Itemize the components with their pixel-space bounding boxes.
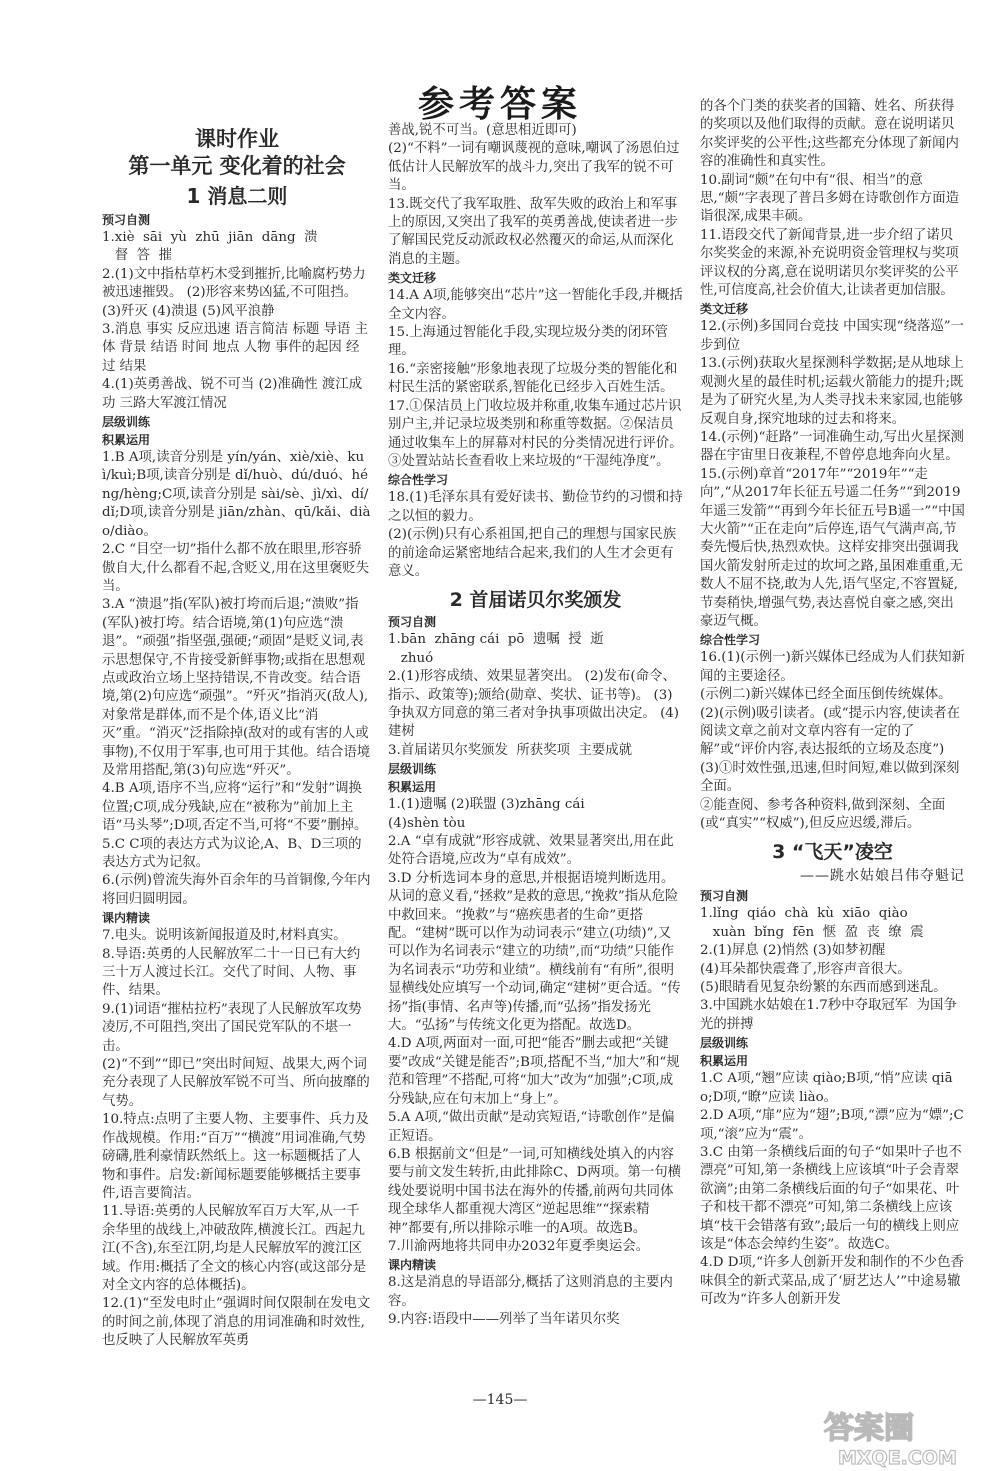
- answer-item: 1.xiè sāi yù zhū jiān dāng 溃 督 答 摧: [102, 230, 318, 264]
- answer-item: 3.D 分析选词本身的意思,并根据语境判断选用。从词的意义看,“拯救”是救的意思,“挽救”指从危险中救回来。“挽救”与“癌疾患者的生命”更搭配。“建树”既可以作为动词表示“建立(功绩)”,又可以作为名词表示“建立的功绩”,而“功绩”只能作为名词表示“功劳和业绩”。横线前有“有所”,很明显横线处应填写一个动词,确定“建树”更合适。“传扬”指(事情、名声等)传播,而“弘扬”指发扬光大。“弘扬”与传统文化更为搭配。故选D。: [388, 870, 681, 1034]
- answer-item: 4.(1)英勇善战、锐不可当 (2)准确性 渡江成功 三路大军渡江情况: [102, 377, 363, 411]
- answer-item: 2.C “目空一切”指什么都不放在眼里,形容骄傲自大,什么都看不起,含贬义,用在这里褒贬失当。: [102, 542, 370, 594]
- answer-item: 10.特点:点明了主要人物、主要事件、兵力及作战规模。作用:“百万”“横渡”用词准确,气势磅礴,胜利豪情跃然纸上。这一标题概括了人物和事件。启发:新闻标题要能够概括主要事件,语言要简洁。: [102, 1112, 369, 1201]
- answer-item: 2.D A项,“扉”应为“翅”;B项,“漂”应为“嫖”;C项,“滚”应为“震”。: [700, 1108, 964, 1142]
- subsection-label: 综合性学习: [700, 633, 761, 648]
- answer-item: 2.(1)形容成绩、效果显著突出。 (2)发布(命令、指示、政策等);颁给(勋章、奖状、证书等)。 (3)争执双方同意的第三者对争执事项做出决定。 (4)建树: [388, 669, 680, 740]
- answer-item: 16.“亲密接触”形象地表现了垃圾分类的智能化和村民生活的紧密联系,智能化已经步入百姓生活。: [388, 361, 678, 396]
- answer-item: 2.A “卓有成就”形容成就、效果显著突出,用在此处符合语境,应改为“卓有成效”。: [388, 834, 674, 868]
- answer-item: 1.bān zhāng cái pō 遗嘱 授 逝 zhuó: [388, 632, 604, 666]
- answer-item: 16.(1)(示例一)新兴媒体已经成为人们获知新闻的主要途径。 (示例二)新兴媒体已经全面压倒传统媒体。 (2)(示例)吸引读者。(或“提示内容,使读者在阅读文章之前对文章内容有一定的了解”或“评价内容,表达报纸的立场及态度”) (3)①时效性强,迅速,但时间短,难以做到深刻全面。 ②能查阅、参考各种资料,做到深刻、全面(或“真实”“权威”),但反应迟缓,滞后。: [700, 650, 965, 832]
- answer-item: 1.(1)遗嘱 (2)联盟 (3)zhāng cái (4)shèn tòu: [388, 797, 585, 831]
- answer-item: 5.C C项的表达方式为议论,A、B、D三项的表达方式为记叙。: [102, 836, 362, 870]
- lesson-heading: 3 “飞天”凌空: [772, 841, 893, 864]
- answer-item: 3.首届诺贝尔奖颁发 所获奖项 主要成就: [388, 742, 633, 758]
- answer-item: 6.(示例)曾流失海外百余年的马首铜像,今年内将回归圆明园。: [102, 873, 371, 907]
- answer-item: 13.既交代了我军取胜、敌军失败的政治上和军事上的原因,又突出了我军的英勇善战,使读者进一步了解国民党反动派政权必然覆灭的命运,从而深化消息的主题。: [388, 196, 678, 267]
- subsection-label: 层级训练: [388, 762, 437, 777]
- watermark-text: 答案圈: [824, 1411, 914, 1446]
- answer-item: 4.B A项,语序不当,应将“运行”和“发射”调换位置;C项,成分残缺,应在“被称为”前加上主语“马头琴”;D项,否定不当,可将“不要”删掉。: [102, 781, 368, 834]
- answer-column-1: [102, 125, 372, 1351]
- answer-item: 8.这是消息的导语部分,概括了这则消息的主要内容。: [388, 1275, 673, 1309]
- answer-item: 11.语段交代了新闻背景,进一步介绍了诺贝尔奖奖金的来源,补充说明资金管理权与奖项评议权的分离,意在说明诺贝尔奖评奖的公平性,可信度高,社会价值大,让读者更加信服。: [700, 227, 959, 299]
- lesson-heading: 2 首届诺贝尔奖颁发: [449, 589, 622, 612]
- answer-item: 2.(1)屏息 (2)悄然 (3)如梦初醒 (4)耳朵都快震聋了,形容声音很大。 (5)眼睛看见复杂纷繁的东西而感到迷乱。: [700, 943, 947, 996]
- unit-heading: 第一单元 变化着的社会: [128, 154, 346, 178]
- subsection-label: 类文迁移: [700, 302, 749, 317]
- answer-column-2: [388, 122, 683, 1330]
- answer-item: 5.A A项,“做出贡献”是动宾短语,“诗歌创作”是偏正短语。: [388, 1110, 675, 1144]
- subsection-label: 预习自测: [388, 615, 437, 630]
- page-number: —145—: [472, 1392, 528, 1408]
- answer-item: 14.A A项,能够突出“芯片”这一智能化手段,并概括全文内容。: [388, 288, 683, 322]
- watermark-url: MXQE.COM: [838, 1447, 957, 1469]
- answer-item: 7.电头。说明该新闻报道及时,材料真实。: [102, 928, 347, 944]
- subsection-label: 层级训练: [700, 1036, 749, 1051]
- lesson-heading: 1 消息二则: [186, 184, 288, 208]
- answer-item: 15.(示例)章首“2017年”“2019年”“走向”,“从2017年长征五号遥二任务”“到2019年遥三发箭”“再到今年长征五号B遥一”“中国大火箭”“正在走向”后停连,语气气满声高,节奏先慢后快,热烈欢快。这样安排突出强调我国火箭发射所走过的坎坷之路,虽困难重重,无数人不屈不挠,敢为人先,语气坚定,不容置疑,节奏稍快,增强气势,表达喜悦自豪之感,突出豪迈气概。: [700, 466, 965, 629]
- answer-item: 14.(示例)“赶路”一词准确生动,写出火星探测器在宇宙里日夜兼程,不曾停息地奔向火星。: [700, 429, 964, 464]
- answer-item: 12.(示例)多国同台竞技 中国实现“绕落巡”一步到位: [700, 319, 964, 353]
- answer-item: 11.导语:英勇的人民解放军百万大军,从一千余华里的战线上,冲破敌阵,横渡长江。西起九江(不含),东至江阴,均是人民解放军的渡江区域。作用:概括了全文的核心内容(或这部分是对全文内容的总体概括)。: [102, 1204, 367, 1293]
- subsection-label: 课内精读: [102, 911, 151, 926]
- answer-item: 8.导语:英勇的人民解放军二十一日已有大约三十万人渡过长江。交代了时间、人物、事件、结果。: [102, 946, 361, 999]
- watermark-logo: [820, 1404, 980, 1470]
- answer-column-3: [700, 98, 965, 1310]
- answer-item: 18.(1)毛泽东具有爱好读书、勤俭节约的习惯和持之以恒的毅力。 (2)(示例)只有心系祖国,把自己的理想与国家民族的前途命运紧密地结合起来,我们的人生才会更有意义。: [388, 490, 683, 579]
- answer-item: 1.lǐng qiáo chà kù xiāo qiào xuàn bǐng fēn 惬 盈 丧 缭 震: [700, 906, 924, 940]
- answer-item: 1.C A项,“翘”应读 qiào;B项,“悄”应读 qiāo;D项,“瞭”应读 liào。: [700, 1071, 953, 1105]
- page-title: 参考答案: [417, 84, 582, 125]
- answer-item: 的各个门类的获奖者的国籍、姓名、所获得的奖项以及他们取得的贡献。意在说明诺贝尔奖评奖的公平性;这些都充分体现了新闻内容的准确性和真实性。: [700, 99, 959, 170]
- answer-item: 9.内容:语段中——列举了当年诺贝尔奖: [388, 1312, 620, 1328]
- answer-item: 15.上海通过智能化手段,实现垃圾分类的闭环管理。: [388, 325, 668, 359]
- answer-item: 1.B A项,读音分别是 yín/yán、xiè/xiè、kuì/kuì;B项,读音分别是 dǐ/huò、dú/duó、héng/hèng;C项,读音分别是 sài/sè、jì/xì、dí/dǐ;D项,读音分别是 jiān/zhàn、qū/kǎi、diào/diào。: [102, 450, 371, 539]
- answer-item: 17.①保洁员上门收垃圾并称重,收集车通过芯片识别户主,并记录垃圾类别和称重等数据。②保洁员通过收集车上的屏幕对村民的分类情况进行评价。③处置站站长查看收上来垃圾的“干湿纯净度”。: [388, 398, 683, 469]
- subsection-label: 综合性学习: [388, 473, 449, 488]
- answer-item: 12.(1)“至发电时止”强调时间仅限制在发电文的时间之前,体现了消息的用词准确和时效性,也反映了人民解放军英勇: [102, 1296, 371, 1349]
- subsection-label: 积累运用: [388, 780, 437, 795]
- subsection-label: 课内精读: [388, 1258, 437, 1273]
- answer-item: 10.副词“颇”在句中有“很、相当”的意思,“颇”字表现了普吕多姆在诗歌创作方面造诣很深,成果丰硕。: [700, 172, 959, 225]
- answer-item: 3.中国跳水姑娘在1.7秒中夺取冠军 为国争光的拼搏: [700, 998, 957, 1032]
- answer-item: 3.A “溃退”指(军队)被打垮而后退;“溃败”指(军队)被打垮。结合语境,第(1)句应选“溃退”。“顽强”指坚强,强硬;“顽固”是贬义词,表示思想保守,不肯接受新鲜事物;或指在思想观点或政治立场上坚持错误,不肯改变。结合语境,第(2)句应选“顽强”。“歼灭”指消灭(敌人),对象常是群体,而不是个体,语义比“消灭”重。“消灭”泛指除掉(敌对的或有害的人或事物),不仅用于军事,也可用于其他。结合语境及常用搭配,第(3)句应选“歼灭”。: [102, 597, 371, 778]
- answer-item: 9.(1)词语“摧枯拉朽”表现了人民解放军攻势凌厉,不可阻挡,突出了国民党军队的不堪一击。 (2)“不到”“即已”突出时间短、战果大,两个词充分表现了人民解放军锐不可当、所向披靡的气势。: [102, 1001, 370, 1109]
- answer-item: 13.(示例)获取火星探测科学数据;是从地球上观测火星的最佳时机;运载火箭能力的提升;既是为了研究火星,为人类寻找未来家园,也能够反观自身,探究地球的过去和将来。: [700, 356, 964, 427]
- answer-item: 3.消息 事实 反应迅速 语言简洁 标题 导语 主体 背景 结语 时间 地点 人物 事件的起因 经过 结果: [102, 322, 368, 374]
- subsection-label: 类文迁移: [388, 271, 437, 286]
- subsection-label: 积累运用: [102, 433, 151, 448]
- answer-item: 2.(1)文中指枯草朽木受到摧折,比喻腐朽势力被迅速摧毁。 (2)形容来势凶猛,不可阻挡。 (3)歼灭 (4)溃退 (5)风平浪静: [102, 266, 366, 319]
- section-heading: 课时作业: [195, 127, 279, 151]
- subsection-label: 预习自测: [102, 213, 151, 227]
- answer-item: 4.D D项,“许多人创新开发和制作的不少色香味俱全的新式菜品,成了‘厨艺达人’”中途易辙可改为“许多人创新开发: [700, 1255, 964, 1308]
- subsection-label: 层级训练: [102, 415, 151, 430]
- answer-item: 7.川渝两地将共同申办2032年夏季奥运会。: [388, 1238, 650, 1254]
- answer-item: 6.B 根据前文“但是”一词,可知横线处填入的内容要与前文发生转折,由此排除C、D两项。第一句横线处要说明中国书法在海外的传播,前两句共同体现全球华人都重视大湾区“逆起思维”“探索精神”都要有,所以排除示唯一的A项。故选B。: [388, 1146, 682, 1236]
- subsection-label: 积累运用: [700, 1054, 749, 1069]
- answer-item: 3.C 由第一条横线后面的句子“如果叶子也不漂亮”可知,第一条横线上应该填“叶子会青翠欲滴”;由第二条横线后面的句子“如果花、叶子和枝干都不漂亮”可知,第二条横线上应该填“枝干会错落有致”;最后一句的横线上则应该是“体态会绰约生姿”。故选C。: [700, 1144, 962, 1252]
- answer-item: 善战,锐不可当。(意思相近即可) (2)“不料”一词有嘲讽蔑视的意味,嘲讽了汤恩伯过低估计人民解放军的战斗力,突出了我军的锐不可当。: [388, 123, 680, 194]
- lesson-subtitle: ——跳水姑娘吕伟夺魁记: [800, 868, 965, 885]
- subsection-label: 预习自测: [700, 889, 749, 904]
- answer-item: 4.D A项,两面对一面,可把“能否”删去或把“关键要”改成“关键是能否”;B项,搭配不当,“加大”和“规范和管理”不搭配,可将“加大”改为“加强”;C项,成分残缺,应在句末加上“身上”。: [388, 1036, 680, 1107]
